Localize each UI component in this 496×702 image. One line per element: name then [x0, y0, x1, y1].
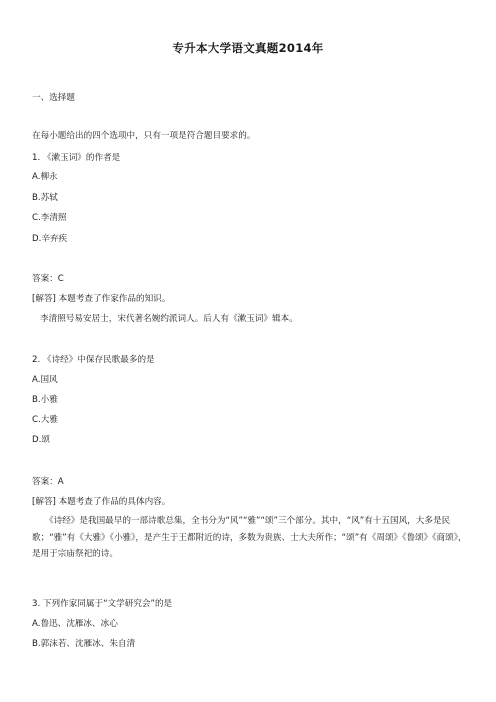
- question-1-option-a: A.柳永: [32, 172, 58, 182]
- question-2-option-b: B.小雅: [32, 395, 58, 405]
- question-2-option-d: D.颂: [32, 435, 50, 445]
- question-2-analysis-body: 《诗经》是我国最早的一部诗歌总集，全书分为“风”“雅”“颂”三个部分。其中，“风”有十五国风，大多是民歌；“雅”有《大雅》《小雅》，是产生于王都附近的诗，多数为贵族、士大夫所作；“颂”有《周颂》《鲁颂》《商颂》，是用于宗庙祭祀的诗。: [32, 516, 467, 559]
- question-3-option-a: A.鲁迅、沈雁冰、冰心: [32, 619, 118, 629]
- question-1-option-b: B.苏轼: [32, 193, 58, 203]
- question-3-option-b: B.郭沫若、沈雁冰、朱自清: [32, 639, 136, 649]
- document-title: 专升本大学语文真题2014年: [172, 41, 324, 55]
- section-heading: 一、选择题: [32, 93, 75, 103]
- question-1-option-d: D.辛弃疾: [32, 234, 68, 244]
- question-1-answer: 答案：C: [32, 274, 64, 284]
- question-2-option-c: C.大雅: [32, 415, 58, 425]
- question-3-stem: 3. 下列作家同属于“文学研究会”的是: [32, 599, 173, 609]
- question-1-analysis-body: 李清照号易安居士，宋代著名婉约派词人。后人有《漱玉词》辑本。: [40, 314, 298, 324]
- question-2-answer: 答案：A: [32, 477, 64, 487]
- question-2-stem: 2. 《诗经》中保存民歌最多的是: [32, 355, 155, 365]
- question-2-option-a: A.国风: [32, 375, 58, 385]
- question-1-analysis-head: [解答] 本题考查了作家作品的知识。: [32, 294, 171, 304]
- question-1-stem: 1. 《漱玉词》的作者是: [32, 153, 121, 163]
- question-2-analysis-head: [解答] 本题考查了作品的具体内容。: [32, 497, 171, 507]
- question-1-option-c: C.李清照: [32, 213, 67, 223]
- instruction-text: 在每小题给出的四个选项中，只有一项是符合题目要求的。: [32, 131, 256, 141]
